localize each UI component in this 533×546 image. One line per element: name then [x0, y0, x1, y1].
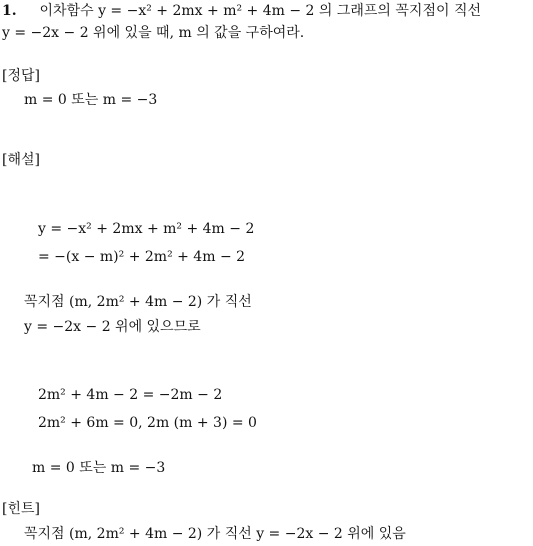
- equation-3: 2m² + 4m − 2 = −2m − 2: [38, 387, 223, 403]
- equation-4: 2m² + 6m = 0, 2m (m + 3) = 0: [38, 415, 257, 431]
- answer-text: m = 0 또는 m = −3: [24, 92, 158, 108]
- problem-number: 1.: [2, 3, 17, 19]
- equation-1: y = −x² + 2mx + m² + 4m − 2: [38, 221, 255, 237]
- answer-label: [정답]: [2, 68, 40, 84]
- hint-label: [힌트]: [2, 501, 40, 517]
- hint-text: 꼭지점 (m, 2m² + 4m − 2) 가 직선 y = −2x − 2 위에 있음: [24, 526, 406, 542]
- line-on-text: y = −2x − 2 위에 있으므로: [24, 319, 201, 335]
- explanation-result: m = 0 또는 m = −3: [32, 460, 166, 476]
- explanation-label: [해설]: [2, 152, 40, 168]
- equation-2: = −(x − m)² + 2m² + 4m − 2: [38, 249, 246, 265]
- problem-text-2: y = −2x − 2 위에 있을 때, m 의 값을 구하여라.: [2, 25, 305, 41]
- problem-text-1: 이차함수 y = −x² + 2mx + m² + 4m − 2 의 그래프의 꼭지점이 직선: [39, 3, 481, 19]
- problem-line-2: [2, 26, 304, 40]
- problem-line-1: [2, 4, 481, 18]
- vertex-line: 꼭지점 (m, 2m² + 4m − 2) 가 직선: [24, 294, 252, 310]
